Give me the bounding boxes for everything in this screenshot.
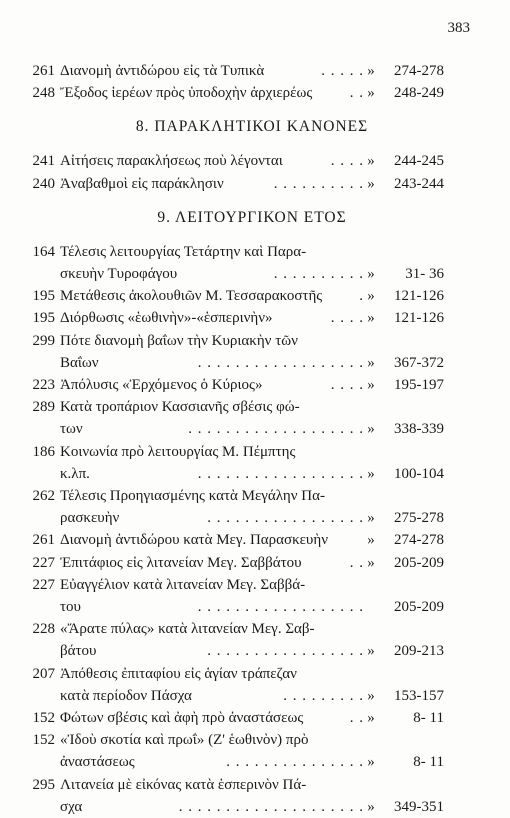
- leader-dots: .: [359, 288, 364, 305]
- page-range: 8- 11: [413, 754, 444, 771]
- entry-number: 152: [32, 732, 55, 749]
- ditto-mark: »: [367, 85, 375, 102]
- page-range: 195-197: [394, 377, 444, 394]
- index-entry: [28, 60, 444, 82]
- leader-dots: . . . . . . . . . . . . . . . . . .: [197, 354, 364, 371]
- entry-title: Διόρθωσις «ἑωθινὴν»-«ἑσπερινὴν»: [60, 310, 273, 327]
- entry-title: «Ἄρατε πύλας» κατὰ λιτανείαν Μεγ. Σαβ-: [60, 621, 315, 638]
- entry-number: 195: [32, 288, 55, 305]
- entry-line: [60, 640, 444, 662]
- ditto-mark: »: [367, 554, 375, 571]
- page-range: 274-278: [394, 63, 444, 79]
- entry-number: 289: [32, 399, 55, 416]
- entry-line: [60, 596, 444, 618]
- entry-number: 262: [32, 488, 55, 505]
- entry-title: Πότε διανομὴ βαΐων τὴν Κυριακὴν τῶν: [60, 332, 298, 349]
- ditto-mark: »: [367, 266, 375, 283]
- entry-line: [60, 352, 444, 374]
- page-range: 243-244: [394, 175, 444, 192]
- entry-line: [60, 707, 444, 729]
- entry-title: κατὰ περίοδον Πάσχα: [60, 687, 192, 704]
- index-entry: [28, 441, 444, 485]
- entry-line: [60, 396, 444, 418]
- entry-title: Κοινωνία πρὸ λειτουργίας Μ. Πέμπτης: [60, 443, 296, 460]
- index-entry: [28, 618, 444, 662]
- entry-body: [60, 774, 444, 818]
- index-entry: [28, 330, 444, 374]
- entry-line: [60, 263, 444, 285]
- entry-line: [60, 285, 444, 307]
- entry-title: Ἀναβαθμοὶ εἰς παράκλησιν: [60, 175, 224, 192]
- entry-body: [60, 285, 444, 307]
- entry-body: [60, 307, 444, 329]
- entry-title: Κατὰ τροπάριον Κασσιανῆς σβέσις φώ-: [60, 399, 300, 416]
- leader-dots: . .: [349, 554, 364, 571]
- entry-line: [60, 774, 444, 796]
- entry-title: «Ἰδοὺ σκοτία καὶ πρωΐ» (Ζ' ἑωθινὸν) πρὸ: [60, 732, 309, 749]
- ditto-mark: »: [367, 421, 375, 438]
- section-title-9: 9. ΛΕΙΤΟΥΡΓΙΚΟΝ ΕΤΟΣ: [157, 208, 347, 226]
- entry-title: Ἐπιτάφιος εἰς λιτανείαν Μεγ. Σαββάτου: [60, 554, 302, 571]
- entry-title: κ.λπ.: [60, 465, 90, 482]
- entry-line: [60, 751, 444, 773]
- page-range: 100-104: [394, 465, 444, 482]
- entry-line: [60, 729, 444, 751]
- entry-line: [60, 507, 444, 529]
- page-range: 31- 36: [405, 266, 444, 283]
- entry-number: 248: [32, 85, 55, 102]
- entry-title: Διανομὴ ἀντιδώρου εἰς τὰ Τυπικὰ: [60, 63, 265, 79]
- index-entry: [28, 82, 444, 104]
- entry-line: [60, 463, 444, 485]
- entry-title: του: [60, 599, 81, 616]
- ditto-mark: »: [367, 288, 375, 305]
- index-entry: [28, 485, 444, 529]
- ditto-mark: »: [367, 754, 375, 771]
- leader-dots: . . . . . . . . . .: [273, 266, 364, 283]
- page-range: 121-126: [394, 288, 444, 305]
- leader-dots: . . . . . . . . . . . . . . . . . .: [197, 599, 364, 616]
- entry-line: [60, 374, 444, 396]
- entry-title: Λιτανεία μὲ εἰκόνας κατὰ ἑσπερινὸν Πά-: [60, 776, 307, 793]
- index-entry: [28, 529, 444, 551]
- entry-body: [60, 396, 444, 440]
- ditto-mark: »: [367, 175, 375, 192]
- entry-body: [60, 441, 444, 485]
- index-content: [28, 60, 444, 818]
- entry-title: Μετάθεσις ἀκολουθιῶν Μ. Τεσσαρακοστῆς: [60, 288, 323, 305]
- entry-line: [60, 529, 444, 551]
- entry-line: [60, 60, 444, 82]
- index-entry: [28, 774, 444, 818]
- page-range: 349-351: [394, 798, 444, 815]
- section-title-8: 8. ΠΑΡΑΚΛΗΤΙΚΟΙ ΚΑΝΟΝΕΣ: [135, 118, 369, 136]
- entry-line: [60, 150, 444, 172]
- ditto-mark: »: [367, 510, 375, 527]
- leader-dots: . . . .: [330, 153, 364, 170]
- entry-body: [60, 707, 444, 729]
- ditto-mark: »: [367, 710, 375, 727]
- leader-dots: . . . . . . . . . .: [273, 175, 364, 192]
- entry-number: 299: [32, 332, 55, 349]
- entry-body: [60, 552, 444, 574]
- page-range: 205-209: [394, 599, 444, 616]
- index-group-section-8: [28, 150, 444, 194]
- entry-line: [60, 441, 444, 463]
- leader-dots: . . . . . . . . . . . . . . . . . . . .: [178, 798, 364, 815]
- entry-body: [60, 82, 444, 104]
- index-entry: [28, 241, 444, 285]
- entry-title: Εὐαγγέλιον κατὰ λιτανείαν Μεγ. Σαββά-: [60, 576, 306, 593]
- entry-line: [60, 330, 444, 352]
- page-range: 153-157: [394, 687, 444, 704]
- entry-body: [60, 618, 444, 662]
- entry-number: 241: [32, 153, 55, 170]
- entry-body: [60, 485, 444, 529]
- leader-dots: . . . . .: [321, 63, 364, 79]
- entry-title: των: [60, 421, 83, 438]
- index-entry: [28, 574, 444, 618]
- entry-title: σκευὴν Τυροφάγου: [60, 266, 178, 283]
- ditto-mark: »: [367, 687, 375, 704]
- entry-title: ρασκευὴν: [60, 510, 120, 527]
- entry-body: [60, 150, 444, 172]
- entry-title: Διανομὴ ἀντιδώρου κατὰ Μεγ. Παρασκευὴν: [60, 532, 328, 549]
- entry-number: 164: [32, 243, 55, 260]
- entry-line: [60, 796, 444, 818]
- leader-dots: . . . . . . . . . . . . . . . . . .: [197, 465, 364, 482]
- entry-line: [60, 241, 444, 263]
- entry-body: [60, 173, 444, 195]
- index-entry: [28, 374, 444, 396]
- leader-dots: . . . . . . . . .: [283, 687, 364, 704]
- entry-number: 223: [32, 377, 55, 394]
- entry-line: [60, 663, 444, 685]
- entry-title: Ἔξοδος ἱερέων πρὸς ὑποδοχὴν ἀρχιερέως: [60, 85, 313, 102]
- entry-title: Ἀπόθεσις ἐπιταφίου εἰς ἁγίαν τράπεζαν: [60, 665, 297, 682]
- page-range: 8- 11: [413, 710, 444, 727]
- leader-dots: . . . . . . . . . . . . . . . . .: [207, 510, 364, 527]
- entry-number: 227: [32, 576, 55, 593]
- entry-title: Αἰτήσεις παρακλήσεως ποὺ λέγονται: [60, 153, 283, 170]
- entry-body: [60, 374, 444, 396]
- entry-number: 261: [32, 532, 55, 549]
- entry-line: [60, 485, 444, 507]
- entry-title: Βαΐων: [60, 354, 99, 371]
- entry-body: [60, 330, 444, 374]
- ditto-mark: »: [367, 377, 375, 394]
- entry-body: [60, 241, 444, 285]
- index-entry: [28, 729, 444, 773]
- entry-title: ἀναστάσεως: [60, 754, 135, 771]
- entry-line: [60, 552, 444, 574]
- entry-line: [60, 685, 444, 707]
- page-range: 209-213: [394, 643, 444, 660]
- entry-number: 152: [32, 710, 55, 727]
- leader-dots: . . . .: [330, 377, 364, 394]
- ditto-mark: »: [367, 153, 375, 170]
- entry-body: [60, 663, 444, 707]
- entry-number: 186: [32, 443, 55, 460]
- leader-dots: . . . .: [330, 310, 364, 327]
- leader-dots: . . . . . . . . . . . . . . .: [226, 754, 364, 771]
- page-range: 275-278: [394, 510, 444, 527]
- entry-number: 228: [32, 621, 55, 638]
- page-range: 121-126: [394, 310, 444, 327]
- leader-dots: . . . . . . . . . . . . . . . . . . .: [188, 421, 364, 438]
- index-entry: [28, 396, 444, 440]
- entry-body: [60, 729, 444, 773]
- index-group-section-9: [28, 241, 444, 818]
- entry-line: [60, 173, 444, 195]
- index-entry: [28, 285, 444, 307]
- entry-line: [60, 307, 444, 329]
- entry-body: [60, 529, 444, 551]
- leader-dots: . .: [349, 710, 364, 727]
- ditto-mark: »: [367, 354, 375, 371]
- index-entry: [28, 173, 444, 195]
- entry-number: 207: [32, 665, 55, 682]
- ditto-mark: »: [367, 465, 375, 482]
- page-range: 205-209: [394, 554, 444, 571]
- ditto-mark: »: [367, 798, 375, 815]
- entry-title: Ἀπόλυσις «Ἐρχόμενος ὁ Κύριος»: [60, 377, 263, 394]
- entry-body: [60, 60, 444, 82]
- index-entry: [28, 707, 444, 729]
- entry-title: Τέλεσις λειτουργίας Τετάρτην καὶ Παρα-: [60, 243, 307, 260]
- index-entry: [28, 307, 444, 329]
- entry-number: 195: [32, 310, 55, 327]
- ditto-mark: »: [367, 63, 375, 79]
- entry-line: [60, 574, 444, 596]
- index-entry: [28, 150, 444, 172]
- index-entry: [28, 663, 444, 707]
- entry-line: [60, 82, 444, 104]
- entry-number: 261: [32, 63, 55, 79]
- entry-body: [60, 574, 444, 618]
- page-range: 367-372: [394, 354, 444, 371]
- entry-line: [60, 418, 444, 440]
- ditto-mark: »: [367, 643, 375, 660]
- leader-dots: . . . . . . . . . . . . . . . . .: [207, 643, 364, 660]
- entry-number: 240: [32, 175, 55, 192]
- page-range: 274-278: [394, 532, 444, 549]
- entry-title: Φώτων σβέσις καὶ ἀφὴ πρὸ ἀναστάσεως: [60, 710, 304, 727]
- entry-number: 227: [32, 554, 55, 571]
- ditto-mark: »: [367, 310, 375, 327]
- page-range: 248-249: [394, 85, 444, 102]
- page-range: 244-245: [394, 153, 444, 170]
- entry-title: σχα: [60, 798, 83, 815]
- leader-dots: . .: [349, 85, 364, 102]
- entry-line: [60, 618, 444, 640]
- entry-number: 295: [32, 776, 55, 793]
- index-entry: [28, 552, 444, 574]
- index-group-top: [28, 60, 444, 104]
- page-number: 383: [447, 20, 470, 36]
- page-range: 338-339: [394, 421, 444, 438]
- ditto-mark: »: [367, 532, 375, 549]
- entry-title: βάτου: [60, 643, 97, 660]
- entry-title: Τέλεσις Προηγιασμένης κατὰ Μεγάλην Πα-: [60, 488, 325, 505]
